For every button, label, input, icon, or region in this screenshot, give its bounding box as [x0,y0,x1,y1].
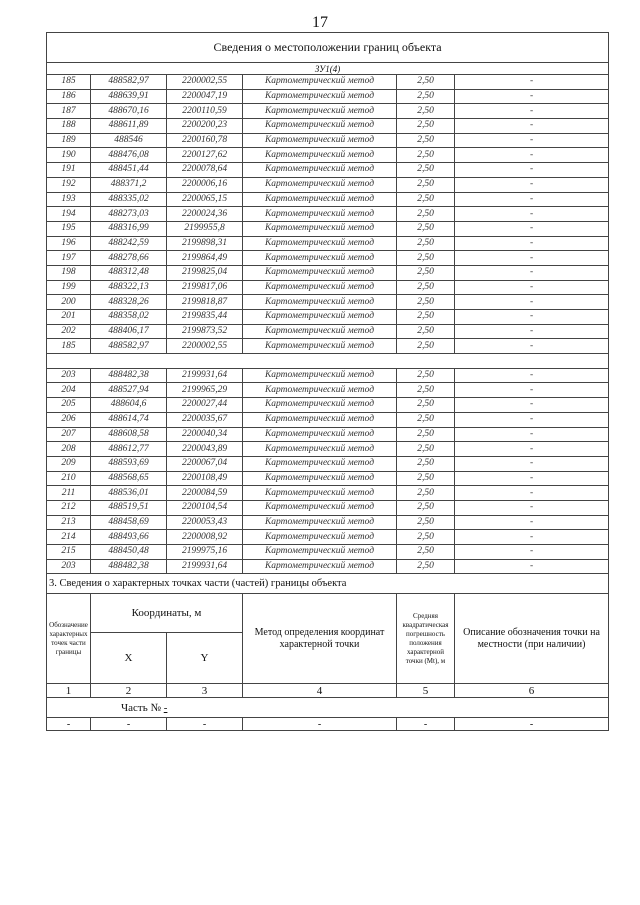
table-cell: 2,50 [397,324,455,339]
table-cell: - [455,368,609,383]
table-cell: - [455,559,609,574]
table-cell: 2,50 [397,545,455,560]
table-cell: 488604,6 [91,398,167,413]
table-cell: 2200053,43 [167,515,243,530]
table-row [47,148,609,163]
table-cell: 2,50 [397,119,455,134]
table-cell: 2,50 [397,265,455,280]
table-cell: 488312,48 [91,265,167,280]
table-cell: 207 [47,427,91,442]
section3-title: 3. Сведения о характерных точках части (частей) границы объекта [47,574,609,594]
table-cell: 2,50 [397,251,455,266]
table-cell: 2199864,49 [167,251,243,266]
table-cell: - [455,177,609,192]
table-cell: 2,50 [397,104,455,119]
table-cell: Картометрический метод [243,192,397,207]
table-cell: 2,50 [397,310,455,325]
header-x: X [91,633,167,684]
table-cell: 2199817,06 [167,280,243,295]
table-cell: 2,50 [397,177,455,192]
header-accuracy: Средняя квадратическая погрешность положения характерной точки (Mt), м [397,594,455,684]
table-cell: - [455,442,609,457]
table-cell: Картометрический метод [243,75,397,90]
table-cell: 2200127,62 [167,148,243,163]
table-cell: 488536,01 [91,486,167,501]
table-cell: Картометрический метод [243,500,397,515]
table-row [47,515,609,530]
zu-label: ЗУ1(4) [47,63,609,75]
table-cell: 488493,66 [91,530,167,545]
table-row [47,251,609,266]
table-cell: Картометрический метод [243,104,397,119]
table-cell: 199 [47,280,91,295]
table-cell: 2199835,44 [167,310,243,325]
table-cell: 2,50 [397,236,455,251]
table-row [47,500,609,515]
table-cell: 2200035,67 [167,412,243,427]
col-num: 1 [47,684,91,698]
table-cell: 2,50 [397,133,455,148]
table-cell: 488670,16 [91,104,167,119]
table-cell: 2200040,34 [167,427,243,442]
table-cell: 488406,17 [91,324,167,339]
table-cell: 488482,38 [91,368,167,383]
table-cell: 2200006,16 [167,177,243,192]
table-cell: 194 [47,207,91,222]
table-cell: 2200043,89 [167,442,243,457]
separator-row [47,354,609,369]
table-cell: Картометрический метод [243,251,397,266]
table-cell: - [455,192,609,207]
table-row [47,545,609,560]
table-cell: 186 [47,89,91,104]
table-cell: Картометрический метод [243,177,397,192]
part-value: - [163,701,168,714]
header-description: Описание обозначения точки на местности (при наличии) [455,594,609,684]
table-cell: 197 [47,251,91,266]
table-cell: Картометрический метод [243,148,397,163]
table-row [47,383,609,398]
table-cell: - [455,104,609,119]
table-row [47,163,609,178]
table-cell: 488316,99 [91,221,167,236]
table-cell: Картометрический метод [243,324,397,339]
table-cell: 203 [47,559,91,574]
table-cell: 2,50 [397,500,455,515]
table-cell: 2,50 [397,456,455,471]
table-cell: 488358,02 [91,310,167,325]
table-cell: 2200065,15 [167,192,243,207]
table-cell: 2200002,55 [167,339,243,354]
table-cell: 2,50 [397,295,455,310]
cell: - [243,718,397,731]
table-cell: 200 [47,295,91,310]
table-cell: 2,50 [397,427,455,442]
table-cell: 488451,44 [91,163,167,178]
table-cell: Картометрический метод [243,398,397,413]
table-cell: 2,50 [397,207,455,222]
table-cell: 2,50 [397,398,455,413]
table-cell: - [455,89,609,104]
table-cell: 2200200,23 [167,119,243,134]
table-cell: 213 [47,515,91,530]
table-row [47,471,609,486]
table-cell: - [455,545,609,560]
part-label: Часть № [121,701,161,714]
table-cell: - [455,133,609,148]
table-cell: 2199955,8 [167,221,243,236]
page-number: 17 [312,14,328,31]
table-cell: 2,50 [397,559,455,574]
table-cell: 2200047,19 [167,89,243,104]
table-cell: 193 [47,192,91,207]
table-cell: Картометрический метод [243,383,397,398]
table-cell: 488608,58 [91,427,167,442]
table-row [47,177,609,192]
table-cell: 201 [47,310,91,325]
table-cell: 2200027,44 [167,398,243,413]
table-cell: - [455,119,609,134]
table-row [47,559,609,574]
table-cell: - [455,221,609,236]
table-cell: 189 [47,133,91,148]
boundary-table [46,32,609,731]
table-row [47,133,609,148]
table-cell: Картометрический метод [243,265,397,280]
table-cell: 488611,89 [91,119,167,134]
table-cell: 202 [47,324,91,339]
table-cell: - [455,163,609,178]
table-cell: - [455,236,609,251]
table-cell: 2,50 [397,412,455,427]
table-cell: 2,50 [397,148,455,163]
table-cell: Картометрический метод [243,456,397,471]
part-data-row [47,718,609,731]
table-cell: 2200084,59 [167,486,243,501]
table-cell: 2200108,49 [167,471,243,486]
table-row [47,456,609,471]
table-cell: - [455,310,609,325]
cell: - [91,718,167,731]
table-cell: 488546 [91,133,167,148]
table-cell: Картометрический метод [243,545,397,560]
table-cell: Картометрический метод [243,280,397,295]
table-cell: 488278,66 [91,251,167,266]
table-cell: 2,50 [397,221,455,236]
header-coordinates: Координаты, м [91,594,243,633]
table-cell: 2,50 [397,486,455,501]
table-cell: 2199931,64 [167,559,243,574]
table-cell: 2199873,52 [167,324,243,339]
table-cell: 2,50 [397,471,455,486]
table-row [47,339,609,354]
table-cell: 2199965,29 [167,383,243,398]
table-cell: Картометрический метод [243,530,397,545]
table-cell: - [455,515,609,530]
table-cell: Картометрический метод [243,295,397,310]
table-cell: Картометрический метод [243,236,397,251]
table-cell: - [455,486,609,501]
table-cell: 192 [47,177,91,192]
table-cell: Картометрический метод [243,133,397,148]
table-cell: 488322,13 [91,280,167,295]
table-row [47,207,609,222]
table-cell: Картометрический метод [243,89,397,104]
header-method: Метод определения координат характерной точки [243,594,397,684]
table-row [47,486,609,501]
table-cell: 488482,38 [91,559,167,574]
table-cell: 204 [47,383,91,398]
table-row [47,427,609,442]
header-y: Y [167,633,243,684]
table-row [47,398,609,413]
cell: - [167,718,243,731]
table-cell: 211 [47,486,91,501]
table-cell: Картометрический метод [243,368,397,383]
table-cell: 214 [47,530,91,545]
table-cell: 488519,51 [91,500,167,515]
table-cell: - [455,398,609,413]
col-num: 3 [167,684,243,698]
table-cell: 196 [47,236,91,251]
part-row [47,698,609,718]
table-cell: 488458,69 [91,515,167,530]
table-row [47,192,609,207]
table-cell: 488242,59 [91,236,167,251]
table-cell: 188 [47,119,91,134]
table-cell: 488614,74 [91,412,167,427]
table-cell: 488612,77 [91,442,167,457]
table-cell: 488328,26 [91,295,167,310]
cell: - [455,718,609,731]
table-cell: - [455,265,609,280]
table-cell: - [455,427,609,442]
table-cell: 488582,97 [91,339,167,354]
table-cell: 488476,08 [91,148,167,163]
table-cell: 488527,94 [91,383,167,398]
table-title: Сведения о местоположении границ объекта [47,33,609,63]
table-cell: 488568,65 [91,471,167,486]
table-cell: - [455,456,609,471]
table-cell: - [455,207,609,222]
table-row [47,236,609,251]
table-row [47,280,609,295]
table-row [47,265,609,280]
table-cell: Картометрический метод [243,163,397,178]
table-cell: 2200067,04 [167,456,243,471]
col-num: 5 [397,684,455,698]
table-cell: 2199898,31 [167,236,243,251]
table-cell: 2,50 [397,530,455,545]
table-row [47,104,609,119]
table-cell: Картометрический метод [243,486,397,501]
table-cell: 488582,97 [91,75,167,90]
table-cell: Картометрический метод [243,559,397,574]
table-cell: 191 [47,163,91,178]
table-cell: 2200024,36 [167,207,243,222]
table-row [47,412,609,427]
table-cell: 2199931,64 [167,368,243,383]
table-cell: 190 [47,148,91,163]
table-row [47,75,609,90]
table-cell: Картометрический метод [243,471,397,486]
table-row [47,530,609,545]
table-cell: Картометрический метод [243,310,397,325]
table-cell: 2200104,54 [167,500,243,515]
table-cell: 195 [47,221,91,236]
table-cell: 2,50 [397,339,455,354]
table-cell: - [455,295,609,310]
table-cell: Картометрический метод [243,427,397,442]
table-cell: 206 [47,412,91,427]
table-cell: 187 [47,104,91,119]
table-cell: - [455,75,609,90]
table-cell: 2,50 [397,515,455,530]
table-row [47,368,609,383]
table-cell: 2200160,78 [167,133,243,148]
table-cell: 2,50 [397,192,455,207]
table-cell: - [455,471,609,486]
table-cell: Картометрический метод [243,221,397,236]
table-cell: 209 [47,456,91,471]
col-num: 4 [243,684,397,698]
table-cell: 210 [47,471,91,486]
table-cell: 488450,48 [91,545,167,560]
table-cell: 488371,2 [91,177,167,192]
table-cell: - [455,251,609,266]
table-cell: 212 [47,500,91,515]
table-cell: - [455,412,609,427]
table-cell: 2200110,59 [167,104,243,119]
table-cell: 185 [47,75,91,90]
group1-rows [47,75,609,354]
col-num: 6 [455,684,609,698]
table-row [47,221,609,236]
table-cell: - [455,339,609,354]
group2-rows [47,368,609,574]
table-row [47,310,609,325]
table-cell: - [455,148,609,163]
cell: - [47,718,91,731]
header-point-designation: Обозначение характерных точек части границы [47,594,91,684]
table-row [47,442,609,457]
table-cell: - [455,280,609,295]
table-cell: 208 [47,442,91,457]
table-cell: 2,50 [397,383,455,398]
table-cell: 2199825,04 [167,265,243,280]
cell: - [397,718,455,731]
table-cell: 2199975,16 [167,545,243,560]
table-cell: 2,50 [397,89,455,104]
table-cell: - [455,383,609,398]
table-cell: Картометрический метод [243,412,397,427]
table-cell: 198 [47,265,91,280]
table-row [47,324,609,339]
table-cell: 2,50 [397,368,455,383]
table-cell: 205 [47,398,91,413]
table-row [47,295,609,310]
table-cell: 2199818,87 [167,295,243,310]
table-cell: 2,50 [397,442,455,457]
table-row [47,89,609,104]
table-cell: 2200008,92 [167,530,243,545]
table-cell: - [455,500,609,515]
table-cell: 2,50 [397,163,455,178]
table-cell: Картометрический метод [243,442,397,457]
table-cell: Картометрический метод [243,207,397,222]
table-cell: - [455,530,609,545]
table-cell: 488273,03 [91,207,167,222]
table-cell: Картометрический метод [243,515,397,530]
column-numbers-row [47,684,609,698]
table-cell: Картометрический метод [243,339,397,354]
table-cell: 2,50 [397,75,455,90]
table-cell: 488335,02 [91,192,167,207]
col-num: 2 [91,684,167,698]
table-cell: 488639,91 [91,89,167,104]
table-cell: 185 [47,339,91,354]
table-cell: - [455,324,609,339]
table-cell: 2,50 [397,280,455,295]
table-cell: 203 [47,368,91,383]
table-cell: 488593,69 [91,456,167,471]
table-row [47,119,609,134]
table-cell: 2200078,64 [167,163,243,178]
table-cell: 2200002,55 [167,75,243,90]
table-cell: 215 [47,545,91,560]
table-cell: Картометрический метод [243,119,397,134]
